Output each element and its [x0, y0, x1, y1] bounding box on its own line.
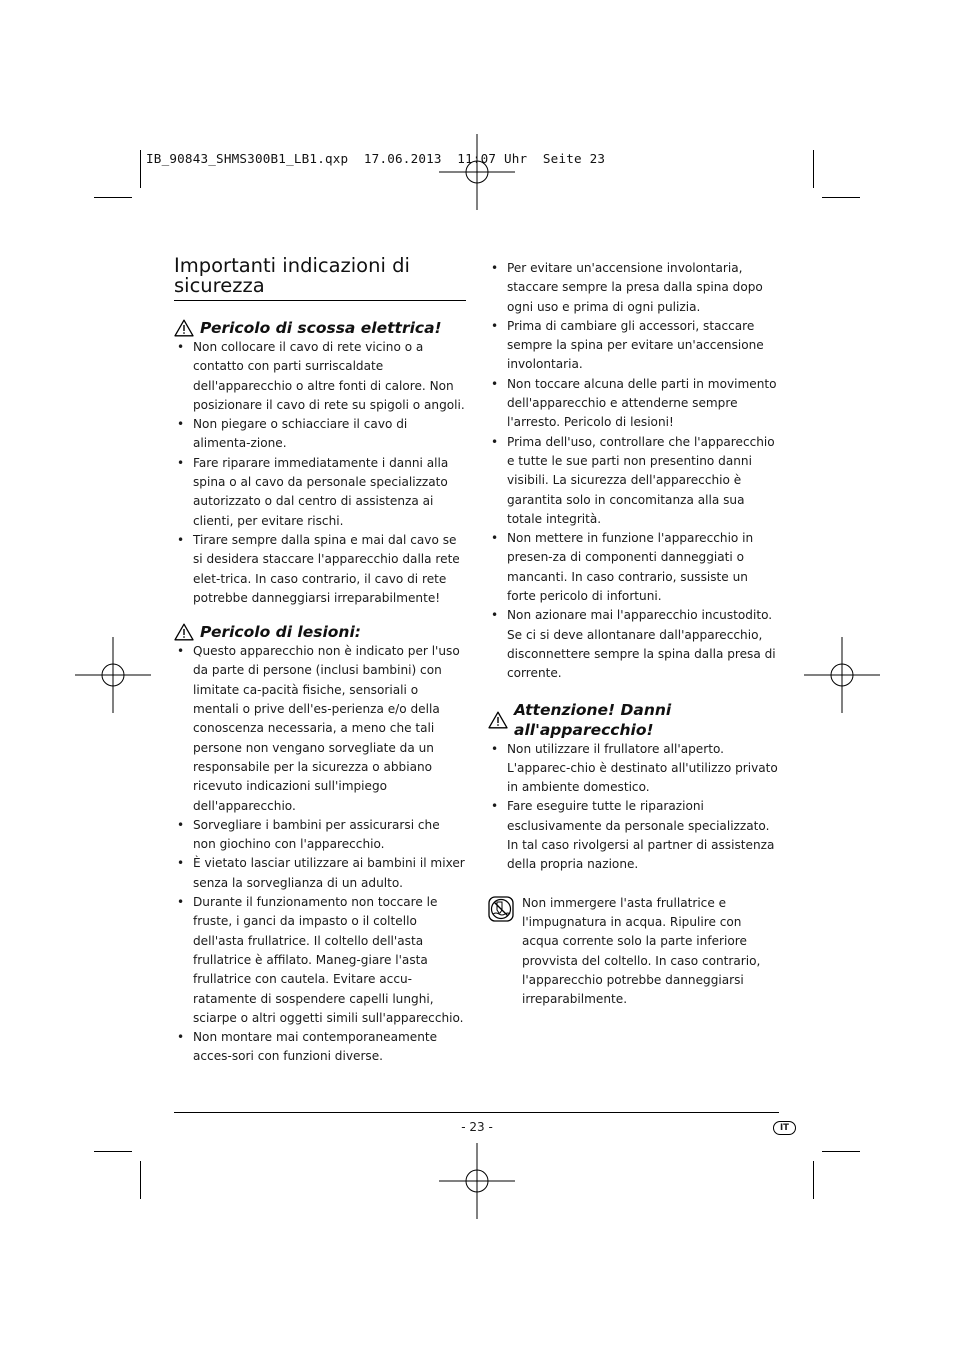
print-slug-line: IB_90843_SHMS300B1_LB1.qxp 17.06.2013 11:07 Uhr Seite 23 [146, 151, 606, 166]
section-heading-text: Attenzione! Danni all'apparecchio! [514, 700, 672, 739]
list-item: • Non utilizzare il frullatore all'aperto. L'apparec-chio è destinato all'utilizzo privato in ambiente domestico. [488, 740, 780, 798]
list-item: • Non azionare mai l'apparecchio incustodito. Se ci si deve allontanare dall'apparecchio, disconnettere sempre la spina dalla presa di corrente. [488, 606, 780, 683]
crop-mark [822, 197, 860, 198]
list-item: • Questo apparecchio non è indicato per l'uso da parte di persone (inclusi bambini) con limitate ca-pacità fisiche, sensoriali o mentali o prive dell'es-perienza e/o della conoscenza necessaria, a meno che tali persone non vengano sorvegliate da un responsabile per la sicurezza o abbiano ricevuto indicazioni sull'impiego dell'apparecchio. [174, 642, 466, 816]
registration-mark-icon [439, 1143, 515, 1219]
list-item: • Non mettere in funzione l'apparecchio in presen-za di componenti danneggiati o mancanti. In caso contrario, sussiste un forte pericolo di infortuni. [488, 529, 780, 606]
electric-shock-list [174, 338, 466, 608]
section-heading-text: Pericolo di lesioni: [200, 623, 361, 642]
list-item: • Prima di cambiare gli accessori, staccare sempre la spina per evitare un'accensione involontaria. [488, 317, 780, 375]
list-item: • Non toccare alcuna delle parti in movimento dell'apparecchio e attenderne sempre l'arresto. Pericolo di lesioni! [488, 375, 780, 433]
crop-mark [140, 1161, 141, 1199]
list-item: • Fare riparare immediatamente i danni alla spina o al cavo da personale specializzato autorizzato o dal centro di assistenza ai clienti, per evitare rischi. [174, 454, 466, 531]
crop-mark [813, 1161, 814, 1199]
section-heading-text: Pericolo di scossa elettrica! [200, 319, 442, 337]
registration-mark-icon [75, 637, 151, 713]
title-divider [174, 300, 466, 301]
footer-divider [174, 1112, 779, 1113]
note-text: Non immergere l'asta frullatrice e l'impugnatura in acqua. Ripulire con acqua corrente solo la parte inferiore provvista del coltello. In caso contrario, l'apparecchio potrebbe danneggiarsi irreparabilmente. [522, 895, 761, 1007]
no-immersion-icon [488, 896, 514, 922]
list-item: • Prima dell'uso, controllare che l'apparecchio e tutte le sue parti non presentino danni visibili. La sicurezza dell'apparecchio è garantita solo in concomitanza alla sua totale integrità. [488, 433, 780, 529]
injury-list [174, 642, 466, 1067]
injury-list-continued [488, 259, 780, 684]
appliance-damage-list [488, 740, 780, 875]
list-item: • Durante il funzionamento non toccare le fruste, i ganci da impasto o il coltello dell'asta frullatrice. Il coltello dell'asta frullatrice è affilato. Maneg-giare l'asta frullatrice con cautela. Evitare accu-ratamente di sospendere capelli lunghi, sciarpe o altri oggetti simili sull'apparecchio. [174, 893, 466, 1028]
list-item: • Sorvegliare i bambini per assicurarsi che non giochino con l'apparecchio. [174, 816, 466, 855]
section-heading-appliance-damage [488, 700, 780, 740]
no-immersion-note [488, 894, 780, 1010]
left-column [174, 318, 466, 1067]
section-heading-electric-shock [174, 318, 466, 338]
list-item: • Per evitare un'accensione involontaria, staccare sempre la presa dalla spina dopo ogni uso e prima di ogni pulizia. [488, 259, 780, 317]
crop-mark [822, 1151, 860, 1152]
warning-triangle-icon [174, 623, 194, 641]
crop-mark [94, 197, 132, 198]
registration-mark-icon [804, 637, 880, 713]
crop-mark [813, 150, 814, 188]
warning-triangle-icon [174, 319, 194, 337]
registration-mark-icon [439, 134, 515, 210]
language-badge: IT [773, 1121, 796, 1135]
page-title: Importanti indicazioni di sicurezza [174, 254, 410, 297]
list-item: • Non piegare o schiacciare il cavo di alimenta-zione. [174, 415, 466, 454]
section-heading-injury [174, 622, 466, 642]
list-item: • Fare eseguire tutte le riparazioni esclusivamente da personale specializzato. In tal caso rivolgersi al partner di assistenza della propria nazione. [488, 797, 780, 874]
crop-mark [140, 150, 141, 188]
list-item: • Tirare sempre dalla spina e mai dal cavo se si desidera staccare l'apparecchio dalla rete elet-trica. In caso contrario, il cavo di rete potrebbe danneggiarsi irreparabilmente! [174, 531, 466, 608]
crop-mark [94, 1151, 132, 1152]
list-item: • Non collocare il cavo di rete vicino o a contatto con parti surriscaldate dell'apparecchio o altre fonti di calore. Non posizionare il cavo di rete su spigoli o angoli. [174, 338, 466, 415]
list-item: • Non montare mai contemporaneamente acces-sori con funzioni diverse. [174, 1028, 466, 1067]
warning-triangle-icon [488, 711, 508, 729]
list-item: • È vietato lasciar utilizzare ai bambini il mixer senza la sorveglianza di un adulto. [174, 854, 466, 893]
right-column [488, 259, 780, 1009]
page-number: - 23 - [461, 1120, 493, 1134]
